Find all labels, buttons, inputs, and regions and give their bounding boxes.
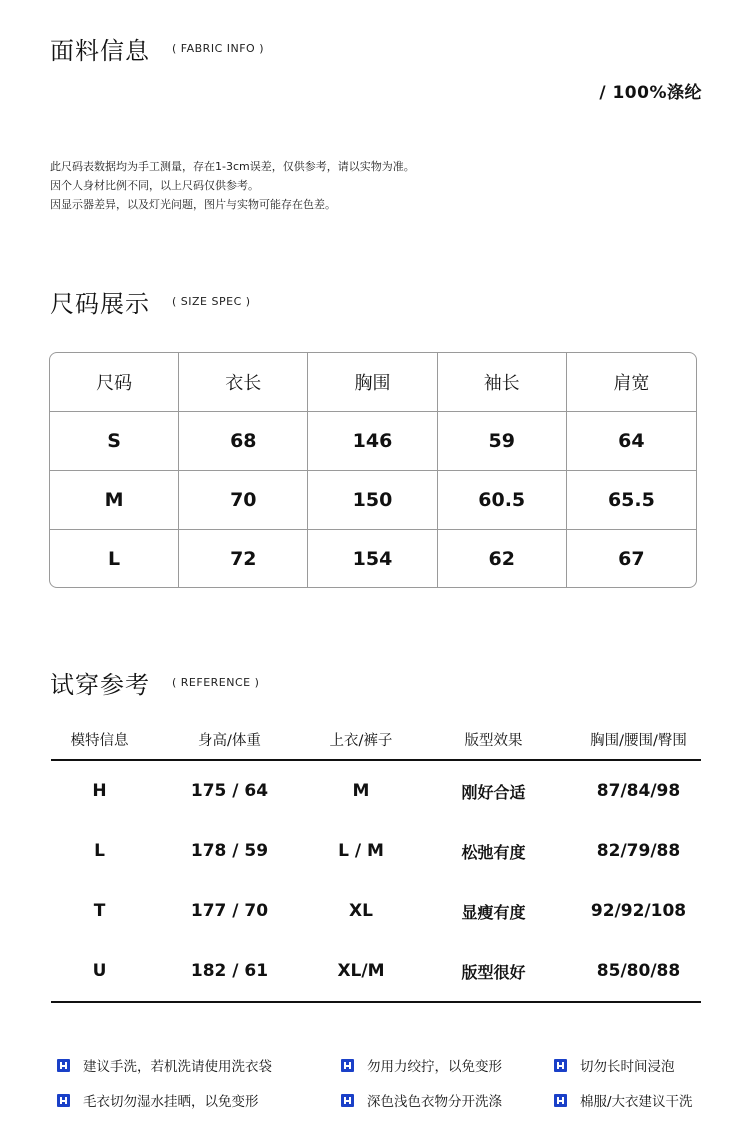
size-cell: 62 xyxy=(438,530,567,587)
size-cell: 67 xyxy=(618,547,645,570)
measurements-cell: 85/80/88 xyxy=(596,961,681,981)
care-text: 切勿长时间浸泡 xyxy=(580,1059,675,1075)
reference-header-cell: 模特信息 xyxy=(70,733,129,749)
care-text: 毛衣切勿湿水挂晒，以免变形 xyxy=(83,1094,259,1110)
care-item xyxy=(57,1090,259,1110)
h-square-icon xyxy=(57,1094,70,1107)
reference-title: 试穿参考 xyxy=(50,671,150,699)
reference-heading xyxy=(50,665,259,700)
size-worn-cell: M xyxy=(352,781,370,801)
fabric-info-subtitle: ( FABRIC INFO ) xyxy=(172,42,264,55)
measurements-cell: 87/84/98 xyxy=(596,781,681,801)
h-square-icon xyxy=(341,1094,354,1107)
size-header-cell: 胸围 xyxy=(308,353,437,412)
size-cell: 70 xyxy=(179,471,308,530)
size-cell: 154 xyxy=(308,530,437,587)
h-square-icon xyxy=(57,1059,70,1072)
care-item xyxy=(554,1055,675,1075)
care-item xyxy=(554,1090,693,1110)
care-text: 棉服/大衣建议干洗 xyxy=(580,1094,693,1110)
size-cell: 65.5 xyxy=(567,471,696,530)
reference-header-row xyxy=(51,722,701,761)
size-spec-title: 尺码展示 xyxy=(50,290,150,318)
height-weight-cell: 175 / 64 xyxy=(190,781,269,801)
size-table xyxy=(49,352,697,588)
reference-row xyxy=(51,941,701,1003)
note-line: 此尺码表数据均为手工测量，存在1-3cm误差，仅供参考，请以实物为准。 xyxy=(50,160,415,173)
size-worn-cell: L / M xyxy=(338,841,384,861)
measurement-notes xyxy=(50,157,415,214)
size-spec-subtitle: ( SIZE SPEC ) xyxy=(172,295,251,308)
care-item xyxy=(57,1055,272,1075)
reference-row xyxy=(51,821,701,881)
reference-header-cell: 身高/体重 xyxy=(198,733,261,749)
size-cell: L xyxy=(50,530,179,587)
size-worn-cell: XL xyxy=(349,901,373,921)
measurements-cell: 82/79/88 xyxy=(596,841,681,861)
size-cell: 68 xyxy=(179,412,308,471)
size-cell: 146 xyxy=(308,412,437,471)
h-square-icon xyxy=(341,1059,354,1072)
size-cell: 150 xyxy=(308,471,437,530)
model-cell: L xyxy=(94,841,105,861)
note-line: 因个人身材比例不同，以上尺码仅供参考。 xyxy=(50,179,259,192)
fabric-info-heading xyxy=(50,31,264,66)
height-weight-cell: 178 / 59 xyxy=(190,841,269,861)
height-weight-cell: 177 / 70 xyxy=(190,901,269,921)
size-cell: 64 xyxy=(567,412,696,471)
reference-header-cell: 版型效果 xyxy=(464,733,523,749)
model-cell: H xyxy=(92,781,107,801)
size-header-cell: 尺码 xyxy=(50,353,179,412)
fabric-composition: / 100%涤纶 xyxy=(599,83,702,103)
care-text: 建议手洗，若机洗请使用洗衣袋 xyxy=(83,1059,272,1075)
h-square-icon xyxy=(554,1094,567,1107)
care-text: 深色浅色衣物分开洗涤 xyxy=(367,1094,502,1110)
fit-effect-cell: 刚好合适 xyxy=(461,782,526,802)
size-header-cell: 肩宽 xyxy=(567,353,696,412)
fit-effect-cell: 松弛有度 xyxy=(461,842,526,862)
care-text: 勿用力绞拧，以免变形 xyxy=(367,1059,502,1075)
fabric-info-title: 面料信息 xyxy=(50,37,150,65)
fit-effect-cell: 显瘦有度 xyxy=(461,902,526,922)
note-line: 因显示器差异，以及灯光问题，图片与实物可能存在色差。 xyxy=(50,198,336,211)
size-header-cell: 衣长 xyxy=(179,353,308,412)
reference-row xyxy=(51,881,701,941)
size-spec-heading xyxy=(50,284,251,319)
size-cell: 59 xyxy=(438,412,567,471)
h-square-icon xyxy=(554,1059,567,1072)
size-cell: M xyxy=(50,471,179,530)
size-header-cell: 袖长 xyxy=(438,353,567,412)
measurements-cell: 92/92/108 xyxy=(590,901,687,921)
fit-effect-cell: 版型很好 xyxy=(461,962,526,982)
reference-header-cell: 上衣/裤子 xyxy=(329,733,393,749)
size-cell: 72 xyxy=(179,530,308,587)
reference-subtitle: ( REFERENCE ) xyxy=(172,676,260,689)
height-weight-cell: 182 / 61 xyxy=(190,961,269,981)
reference-header-cell: 胸围/腰围/臀围 xyxy=(590,733,687,749)
care-item xyxy=(341,1055,502,1075)
size-worn-cell: XL/M xyxy=(337,961,385,981)
size-cell: S xyxy=(50,412,179,471)
reference-table xyxy=(51,722,701,1003)
model-cell: T xyxy=(93,901,106,921)
reference-row xyxy=(51,761,701,821)
size-cell: 60.5 xyxy=(438,471,567,530)
model-cell: U xyxy=(92,961,107,981)
care-item xyxy=(341,1090,502,1110)
